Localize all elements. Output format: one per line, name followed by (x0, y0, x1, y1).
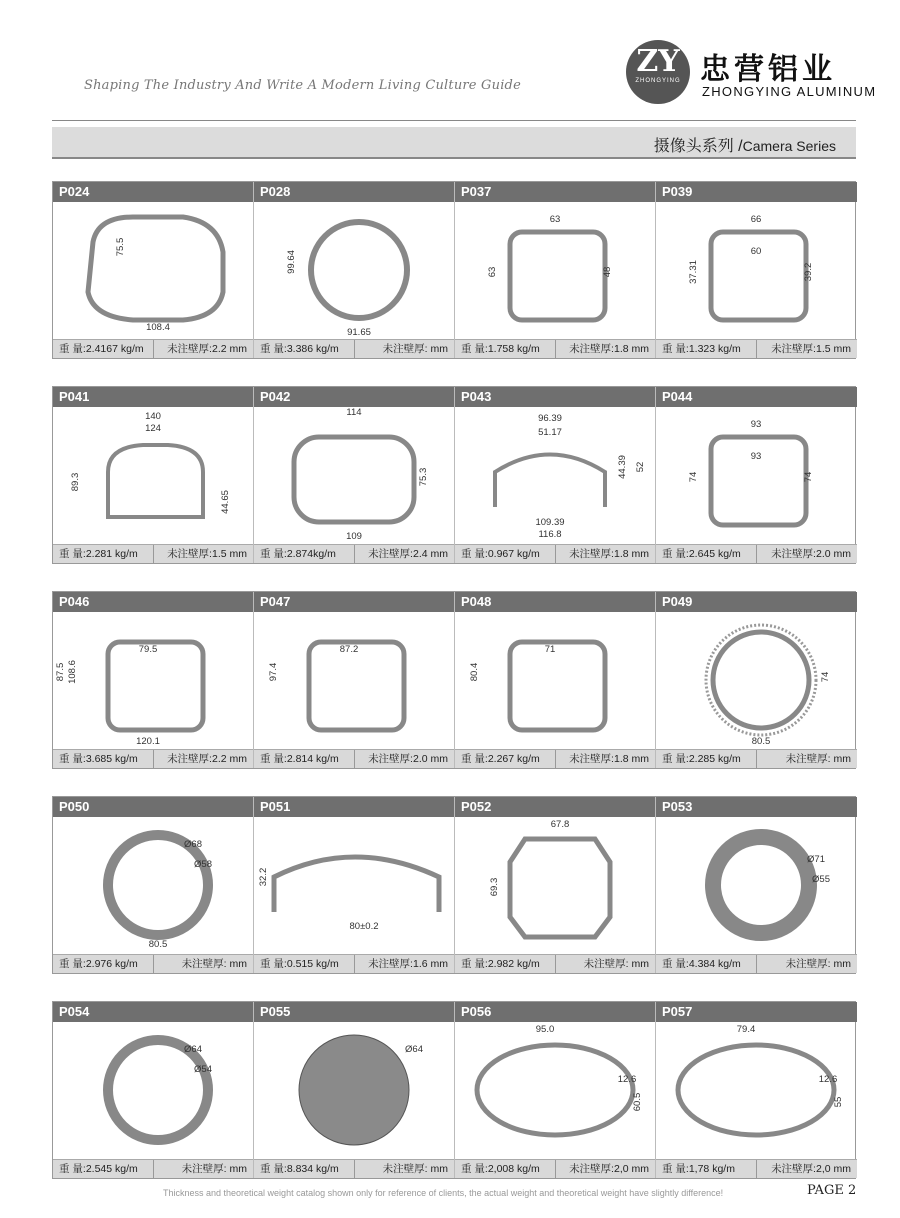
profile-specs (254, 339, 454, 358)
profile-specs (455, 544, 655, 563)
dimension-label: 89.3 (70, 472, 81, 492)
weight-value: 重 量:1.758 kg/m (461, 343, 540, 355)
dimension-label: 93 (750, 451, 762, 462)
thickness-value: 未注壁厚: mm (583, 958, 649, 970)
profile-card (656, 797, 857, 973)
profile-card (455, 797, 656, 973)
profile-specs (254, 544, 454, 563)
thickness-value: 未注壁厚: mm (785, 753, 851, 765)
dimension-label: 80.5 (148, 939, 168, 950)
dimension-label: 74 (688, 471, 699, 483)
profile-code: P043 (455, 387, 655, 407)
thickness-value: 未注壁厚:2,0 mm (771, 1163, 851, 1175)
spec-divider (555, 340, 556, 358)
profile-drawing (656, 612, 856, 749)
dimension-label: 51.17 (538, 427, 562, 438)
dimension-label: 79.4 (736, 1024, 756, 1035)
profile-drawing (455, 817, 655, 954)
profile-card (53, 1002, 254, 1178)
dimension-label: Ø64 (405, 1044, 423, 1055)
dimension-label: 69.3 (489, 877, 500, 897)
thickness-value: 未注壁厚:2.2 mm (167, 343, 247, 355)
thickness-value: 未注壁厚:2.2 mm (167, 753, 247, 765)
profile-card (455, 592, 656, 768)
weight-value: 重 量:2.874kg/m (260, 548, 336, 560)
profile-specs (455, 339, 655, 358)
brand-name-cn: 忠营铝业 (700, 53, 836, 86)
dimension-label: Ø58 (194, 859, 212, 870)
profile-card (455, 387, 656, 563)
spec-divider (555, 750, 556, 768)
profile-card (656, 182, 857, 358)
profile-code: P049 (656, 592, 857, 612)
dimension-label: 116.8 (538, 529, 562, 540)
dimension-label: Ø68 (184, 839, 202, 850)
thickness-value: 未注壁厚: mm (382, 1163, 448, 1175)
profile-specs (656, 339, 857, 358)
profile-specs (53, 544, 253, 563)
thickness-value: 未注壁厚: mm (181, 958, 247, 970)
dimension-label: 93 (750, 419, 762, 430)
profile-code: P053 (656, 797, 857, 817)
profile-card (455, 182, 656, 358)
dimension-label: 91.65 (347, 327, 371, 338)
profile-specs (656, 749, 857, 768)
dimension-label: 108.6 (67, 660, 78, 684)
dimension-label: 12.6 (818, 1074, 838, 1085)
dimension-label: 60.5 (632, 1092, 643, 1112)
series-title-cn: 摄像头系列 / (653, 138, 743, 155)
dimension-label: 55 (833, 1096, 844, 1108)
profile-drawing (254, 817, 454, 954)
weight-value: 重 量:2.267 kg/m (461, 753, 540, 765)
dimension-label: 80.5 (751, 736, 771, 747)
profile-specs (53, 339, 253, 358)
profile-code: P051 (254, 797, 454, 817)
weight-value: 重 量:2.645 kg/m (662, 548, 741, 560)
dimension-label: 96.39 (538, 413, 562, 424)
profile-drawing (656, 202, 856, 339)
spec-divider (153, 340, 154, 358)
spec-divider (153, 955, 154, 973)
dimension-label: 74 (803, 471, 814, 483)
spec-divider (555, 955, 556, 973)
dimension-label: 87.2 (339, 644, 359, 655)
dimension-label: 109 (346, 531, 362, 542)
profile-card (254, 1002, 455, 1178)
profile-row (52, 796, 856, 974)
profile-row (52, 591, 856, 769)
profile-drawing (254, 202, 454, 339)
profile-drawing (53, 407, 253, 544)
profile-specs (455, 1159, 655, 1178)
profile-specs (53, 954, 253, 973)
spec-divider (153, 545, 154, 563)
weight-value: 重 量:1.323 kg/m (662, 343, 741, 355)
dimension-label: 75.5 (115, 237, 126, 257)
profile-drawing (455, 612, 655, 749)
profile-card (254, 387, 455, 563)
dimension-label: 75.3 (418, 467, 429, 487)
spec-divider (354, 340, 355, 358)
dimension-label: 124 (145, 423, 161, 434)
profile-card (53, 592, 254, 768)
profile-drawing (53, 817, 253, 954)
profile-code: P037 (455, 182, 655, 202)
dimension-label: 140 (145, 411, 161, 422)
profile-drawing (254, 407, 454, 544)
header-divider (52, 120, 856, 121)
profile-drawing (53, 202, 253, 339)
dimension-label: 109.39 (535, 517, 565, 528)
profile-drawing (656, 407, 856, 544)
dimension-label: 60 (750, 246, 762, 257)
dimension-label: Ø64 (184, 1044, 202, 1055)
spec-divider (555, 545, 556, 563)
spec-divider (756, 750, 757, 768)
profile-specs (656, 1159, 857, 1178)
dimension-label: 48 (602, 266, 613, 278)
profile-code: P024 (53, 182, 253, 202)
thickness-value: 未注壁厚: mm (382, 343, 448, 355)
weight-value: 重 量:3.685 kg/m (59, 753, 138, 765)
thickness-value: 未注壁厚:1.8 mm (569, 548, 649, 560)
series-bar (52, 127, 856, 159)
weight-value: 重 量:3.386 kg/m (260, 343, 339, 355)
weight-value: 重 量:2.4167 kg/m (59, 343, 144, 355)
profile-code: P056 (455, 1002, 655, 1022)
spec-divider (756, 545, 757, 563)
profile-card (254, 182, 455, 358)
spec-divider (354, 545, 355, 563)
thickness-value: 未注壁厚:2.0 mm (771, 548, 851, 560)
spec-divider (756, 955, 757, 973)
thickness-value: 未注壁厚:2.4 mm (368, 548, 448, 560)
profile-specs (656, 544, 857, 563)
dimension-label: Ø54 (194, 1064, 212, 1075)
profile-code: P054 (53, 1002, 253, 1022)
spec-divider (153, 1160, 154, 1178)
dimension-label: 80±0.2 (349, 921, 379, 932)
profile-specs (53, 1159, 253, 1178)
profile-drawing (53, 1022, 253, 1159)
dimension-label: 74 (820, 671, 831, 683)
weight-value: 重 量:2,008 kg/m (461, 1163, 540, 1175)
thickness-value: 未注壁厚:1.8 mm (569, 343, 649, 355)
weight-value: 重 量:2.281 kg/m (59, 548, 138, 560)
dimension-label: 44.65 (220, 490, 231, 514)
dimension-label: 66 (750, 214, 762, 225)
dimension-label: 114 (346, 407, 362, 418)
profile-card (53, 797, 254, 973)
profile-card (53, 182, 254, 358)
profile-specs (656, 954, 857, 973)
profile-drawing (254, 1022, 454, 1159)
weight-value: 重 量:2.982 kg/m (461, 958, 540, 970)
dimension-label: 97.4 (268, 662, 279, 682)
profile-specs (254, 1159, 454, 1178)
profile-drawing (53, 612, 253, 749)
profile-card (254, 592, 455, 768)
thickness-value: 未注壁厚: mm (785, 958, 851, 970)
profile-drawing (455, 1022, 655, 1159)
profile-specs (254, 954, 454, 973)
profile-card (455, 1002, 656, 1178)
dimension-label: 63 (487, 266, 498, 278)
thickness-value: 未注壁厚:1.5 mm (771, 343, 851, 355)
brand-name-en: ZHONGYING ALUMINUM (702, 84, 877, 99)
profile-code: P042 (254, 387, 454, 407)
weight-value: 重 量:0.967 kg/m (461, 548, 540, 560)
profile-specs (455, 749, 655, 768)
profile-drawing (656, 1022, 856, 1159)
dimension-label: 63 (549, 214, 561, 225)
brand-logo (626, 40, 690, 104)
thickness-value: 未注壁厚:1.6 mm (368, 958, 448, 970)
weight-value: 重 量:2.976 kg/m (59, 958, 138, 970)
profile-card (656, 1002, 857, 1178)
profile-card (254, 797, 455, 973)
profile-code: P057 (656, 1002, 857, 1022)
series-title (654, 133, 836, 156)
profile-card (53, 387, 254, 563)
profile-card (656, 387, 857, 563)
footer-note: Thickness and theoretical weight catalog shown only for reference of clients, the actual weight and theoretical weight have slightly difference! (163, 1188, 724, 1198)
spec-divider (153, 750, 154, 768)
profile-specs (455, 954, 655, 973)
profile-code: P047 (254, 592, 454, 612)
spec-divider (756, 340, 757, 358)
dimension-label: 32.2 (258, 867, 269, 887)
profile-card (656, 592, 857, 768)
logo-text: ZY (636, 44, 680, 79)
weight-value: 重 量:2.285 kg/m (662, 753, 741, 765)
profile-code: P041 (53, 387, 253, 407)
profile-drawing (254, 612, 454, 749)
weight-value: 重 量:2.814 kg/m (260, 753, 339, 765)
dimension-label: 52 (635, 461, 646, 473)
dimension-label: Ø55 (812, 874, 830, 885)
profile-code: P028 (254, 182, 454, 202)
weight-value: 重 量:2.545 kg/m (59, 1163, 138, 1175)
dimension-label: 80.4 (469, 662, 480, 682)
dimension-label: 108.4 (146, 322, 170, 333)
profile-code: P044 (656, 387, 857, 407)
profile-drawing (656, 817, 856, 954)
profile-code: P055 (254, 1002, 454, 1022)
profile-row (52, 1001, 856, 1179)
profile-code: P050 (53, 797, 253, 817)
thickness-value: 未注壁厚:2,0 mm (569, 1163, 649, 1175)
page-number: PAGE 2 (807, 1183, 857, 1198)
weight-value: 重 量:1,78 kg/m (662, 1163, 735, 1175)
spec-divider (354, 955, 355, 973)
thickness-value: 未注壁厚:1.5 mm (167, 548, 247, 560)
profile-specs (53, 749, 253, 768)
dimension-label: 87.5 (55, 662, 66, 682)
thickness-value: 未注壁厚:2.0 mm (368, 753, 448, 765)
dimension-label: 12.6 (617, 1074, 637, 1085)
profile-code: P039 (656, 182, 857, 202)
slogan: Shaping The Industry And Write A Modern Living Culture Guide (84, 78, 521, 93)
weight-value: 重 量:4.384 kg/m (662, 958, 741, 970)
dimension-label: 95.0 (535, 1024, 555, 1035)
weight-value: 重 量:8.834 kg/m (260, 1163, 339, 1175)
profile-code: P048 (455, 592, 655, 612)
spec-divider (354, 1160, 355, 1178)
dimension-label: 99.64 (286, 250, 297, 274)
dimension-label: Ø71 (807, 854, 825, 865)
dimension-label: 67.8 (550, 819, 570, 830)
thickness-value: 未注壁厚:1.8 mm (569, 753, 649, 765)
profile-row (52, 386, 856, 564)
dimension-label: 44.39 (617, 455, 628, 479)
spec-divider (555, 1160, 556, 1178)
profile-code: P052 (455, 797, 655, 817)
spec-divider (354, 750, 355, 768)
spec-divider (756, 1160, 757, 1178)
dimension-label: 79.5 (138, 644, 158, 655)
dimension-label: 37.31 (688, 260, 699, 284)
profile-code: P046 (53, 592, 253, 612)
logo-sub: ZHONGYING (635, 78, 681, 84)
weight-value: 重 量:0.515 kg/m (260, 958, 339, 970)
profile-drawing (455, 407, 655, 544)
dimension-label: 71 (544, 644, 556, 655)
profile-row (52, 181, 856, 359)
profile-specs (254, 749, 454, 768)
series-title-en: Camera Series (742, 138, 836, 154)
dimension-label: 39.2 (803, 262, 814, 282)
profile-drawing (455, 202, 655, 339)
thickness-value: 未注壁厚: mm (181, 1163, 247, 1175)
dimension-label: 120.1 (136, 736, 160, 747)
